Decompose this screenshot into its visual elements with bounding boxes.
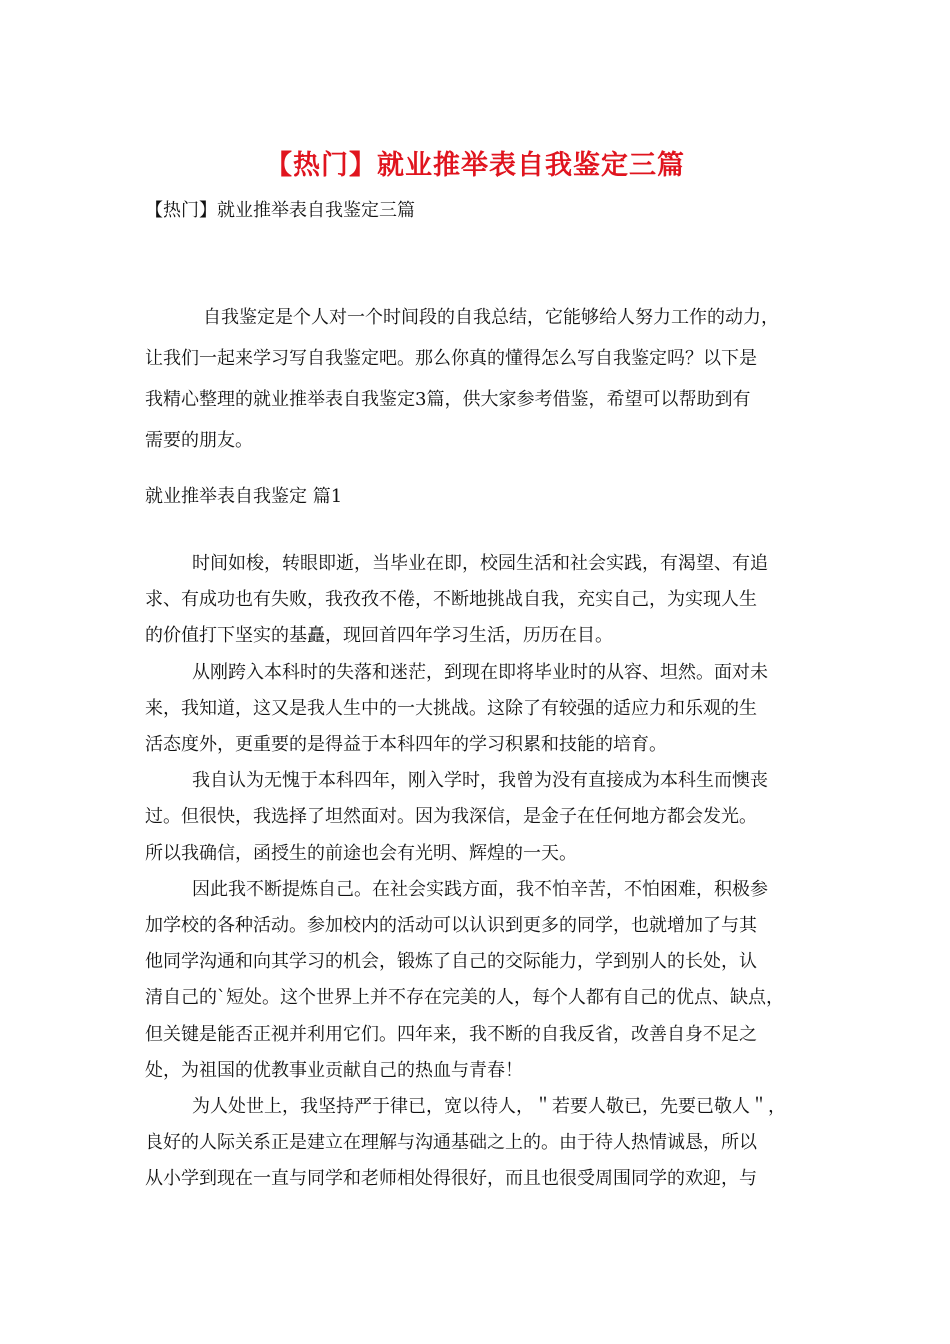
intro-line: 让我们一起来学习写自我鉴定吧。那么你真的懂得怎么写自我鉴定吗？以下是 bbox=[145, 348, 757, 369]
intro-line: 我精心整理的就业推举表自我鉴定3篇，供大家参考借鉴，希望可以帮助到有 bbox=[145, 389, 751, 410]
body-line: 求、有成功也有失败，我孜孜不倦，不断地挑战自我，充实自己，为实现人生 bbox=[145, 589, 757, 611]
body-line: 处，为祖国的优教事业贡献自己的热血与青春！ bbox=[145, 1059, 523, 1081]
body-line: 时间如梭，转眼即逝，当毕业在即，校园生活和社会实践，有渴望、有追 bbox=[192, 553, 768, 574]
body-line: 的价值打下坚实的基矗，现回首四年学习生活，历历在目。 bbox=[145, 625, 613, 647]
body-line: 来，我知道，这又是我人生中的一大挑战。这除了有较强的适应力和乐观的生 bbox=[145, 697, 757, 719]
document-title: 【热门】就业推举表自我鉴定三篇 bbox=[265, 150, 685, 181]
body-line: 所以我确信，函授生的前途也会有光明、辉煌的一天。 bbox=[145, 842, 577, 864]
intro-paragraph bbox=[145, 297, 815, 461]
body-line: 我自认为无愧于本科四年，刚入学时，我曾为没有直接成为本科生而懊丧 bbox=[192, 770, 768, 792]
section-body bbox=[145, 546, 815, 1198]
body-line: 清自己的`短处。这个世界上并不存在完美的人，每个人都有自己的优点、缺点， bbox=[145, 987, 784, 1009]
intro-line: 需要的朋友。 bbox=[145, 430, 253, 451]
document-subtitle: 【热门】就业推举表自我鉴定三篇 bbox=[145, 200, 415, 221]
body-line: 他同学沟通和向其学习的机会，锻炼了自己的交际能力，学到别人的长处，认 bbox=[145, 951, 757, 973]
body-line: 从刚跨入本科时的失落和迷茫，到现在即将毕业时的从容、坦然。面对未 bbox=[192, 661, 768, 683]
section-heading: 就业推举表自我鉴定 篇1 bbox=[145, 486, 343, 507]
body-line: 加学校的各种活动。参加校内的活动可以认识到更多的同学，也就增加了与其 bbox=[145, 915, 757, 937]
body-line: 活态度外，更重要的是得益于本科四年的学习积累和技能的培育。 bbox=[145, 734, 667, 756]
intro-line: 自我鉴定是个人对一个时间段的自我总结，它能够给人努力工作的动力， bbox=[203, 307, 779, 328]
body-line: 从小学到现在一直与同学和老师相处得很好，而且也很受周围同学的欢迎，与 bbox=[145, 1168, 757, 1190]
body-line: 过。但很快，我选择了坦然面对。因为我深信，是金子在任何地方都会发光。 bbox=[145, 806, 757, 828]
body-line: 良好的人际关系正是建立在理解与沟通基础之上的。由于待人热情诚恳，所以 bbox=[145, 1132, 757, 1154]
body-line: 因此我不断提炼自己。在社会实践方面，我不怕辛苦，不怕困难，积极参 bbox=[192, 878, 768, 900]
body-line: 为人处世上，我坚持严于律已，宽以待人，＂若要人敬已，先要已敬人＂， bbox=[192, 1096, 786, 1118]
body-line: 但关键是能否正视并利用它们。四年来，我不断的自我反省，改善自身不足之 bbox=[145, 1023, 757, 1045]
